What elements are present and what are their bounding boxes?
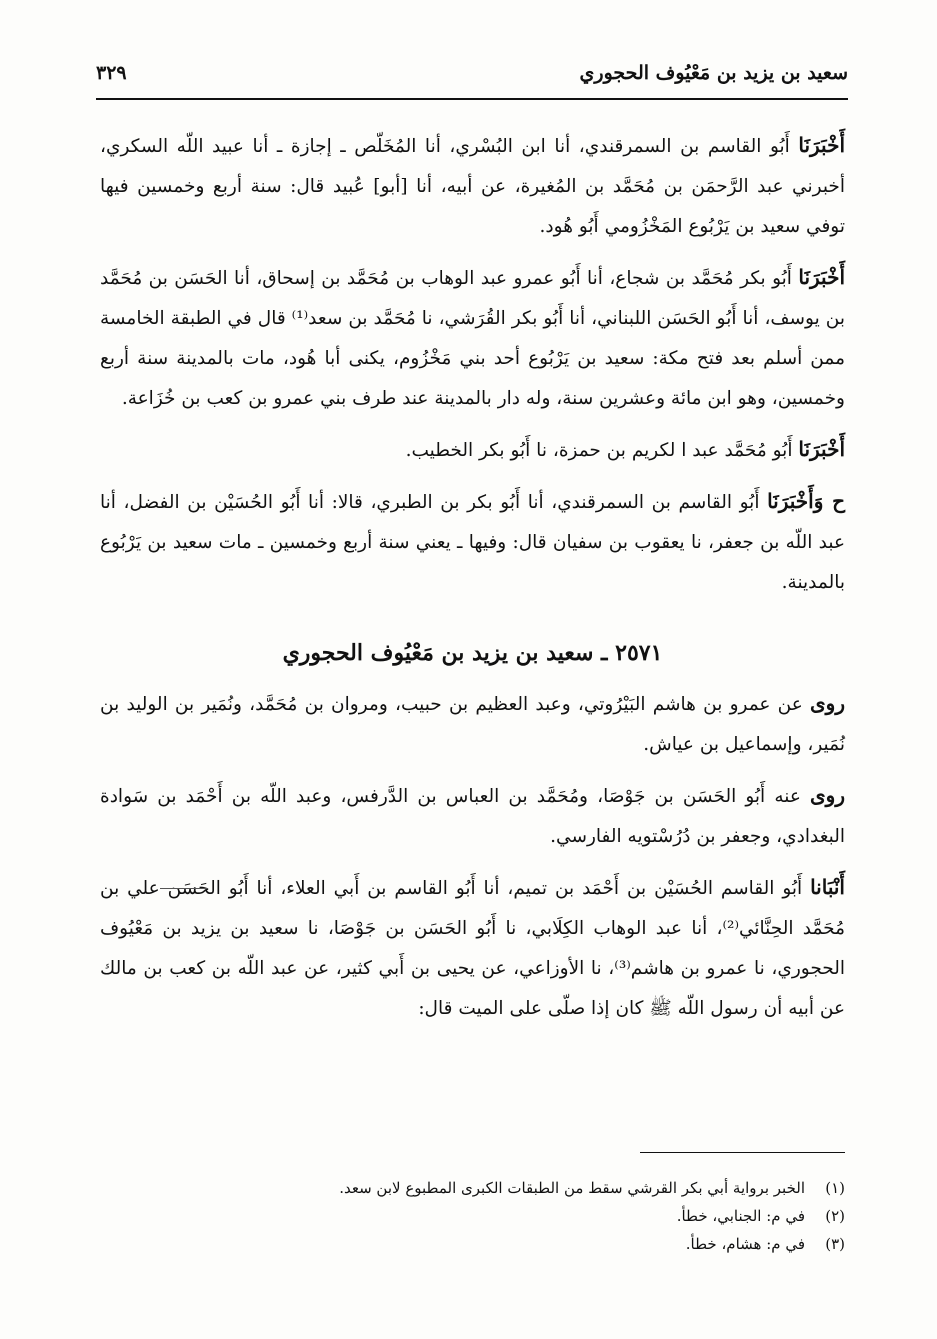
paragraph-lead: أَخْبَرَنَا <box>798 437 845 461</box>
page-number: ٣٢٩ <box>96 62 127 84</box>
paragraph-lead: روى <box>810 691 845 715</box>
footnote-text: في م: الجنابي، خطأ. <box>676 1207 805 1225</box>
paragraph <box>100 683 845 765</box>
footnote-number: (١) <box>825 1179 845 1197</box>
footnote <box>100 1202 845 1230</box>
footnotes <box>100 1174 845 1258</box>
entry-heading: ٢٥٧١ ـ سعيد بن يزيد بن مَعْيُوف الحجوري <box>282 640 663 666</box>
footnote <box>100 1230 845 1258</box>
paragraph <box>100 481 845 603</box>
footnote-number: (٣) <box>825 1235 845 1253</box>
footnote-rule <box>640 1152 845 1153</box>
footnote <box>100 1174 845 1202</box>
running-title: سعيد بن يزيد بن مَعْيُوف الحجوري <box>579 62 848 84</box>
header-rule <box>96 98 848 100</box>
paragraph <box>100 257 845 419</box>
paragraph-text: أَبُو مُحَمَّد عبد ا لكريم بن حمزة، نا أَبُو بكر الخطيب. <box>405 440 799 461</box>
paragraph <box>100 429 845 471</box>
paragraph-text: أَبُو القاسم بن السمرقندي، أنا ابن البُسْري، أنا المُخَلّص ـ إجازة ـ أنا عبيد اللّه السكري، أخبرني عبد الرَّحمَن بن مُحَمَّد بن المُغيرة، عن أبيه، أنا [أبو] عُبيد قال: سنة أربع وخمسين فيها توفي سعيد بن يَرْبُوع المَخْزُومي أَبُو هُود. <box>100 136 845 237</box>
paragraph-text: عن عمرو بن هاشم البَيْرُوتي، وعبد العظيم بن حبيب، ومروان بن مُحَمَّد، ونُمَير بن الوليد بن نُمَير، وإسماعيل بن عياش. <box>100 694 845 755</box>
footnote-number: (٢) <box>825 1207 845 1225</box>
paragraph <box>100 125 845 247</box>
footnote-text: الخبر برواية أبي بكر القرشي سقط من الطبقات الكبرى المطبوع لابن سعد. <box>339 1179 805 1197</box>
paragraph <box>100 775 845 857</box>
paragraph <box>100 867 845 1029</box>
paragraph-lead: روى <box>810 783 845 807</box>
paragraph-lead: ح وَأَخْبَرَنَا <box>767 489 845 513</box>
paragraph-text: أَبُو بكر مُحَمَّد بن شجاع، أنا أَبُو عمرو عبد الوهاب بن مُحَمَّد بن إسحاق، أنا الحَسَن بن مُحَمَّد بن يوسف، أنا أَبُو الحَسَن اللبناني، أنا أَبُو بكر القُرَشي، نا مُحَمَّد بن سعد⁽¹⁾ قال في الطبقة الخامسة ممن أسلم بعد فتح مكة: سعيد بن يَرْبُوع أحد بني مَخْزُوم، يكنى أبا هُود، مات بالمدينة سنة أربع وخمسين، وهو ابن مائة وعشرين سنة، وله دار بالمدينة عند طرف بني عمرو بن كعب بن خُزَاعة. <box>100 268 845 409</box>
paragraph-lead: أَخْبَرَنَا <box>798 133 845 157</box>
running-header <box>96 58 848 98</box>
paragraph-lead: أَخْبَرَنَا <box>798 265 845 289</box>
paragraph-text: أَبُو القاسم بن السمرقندي، أنا أَبُو بكر بن الطبري، قالا: أنا أَبُو الحُسَيْن بن الفضل، أنا عبد اللّه بن جعفر، نا يعقوب بن سفيان قال: وفيها ـ يعني سنة أربع وخمسين ـ مات سعيد بن يَرْبُوع بالمدينة. <box>100 492 845 593</box>
footnote-text: في م: هشام، خطأ. <box>685 1235 805 1253</box>
paragraph-text: أَبُو القاسم الحُسَيْن بن أَحْمَد بن تميم، أنا أَبُو القاسم بن أَبي العلاء، أنا أَبُو الحَسَن علي بن مُحَمَّد الحِنَّائي⁽²⁾، أنا عبد الوهاب الكِلَابي، نا أَبُو الحَسَن بن جَوْصَا، نا سعيد بن يزيد بن مَعْيُوف الحجوري، نا عمرو بن هاشم⁽³⁾، نا الأوزاعي، عن يحيى بن أَبي كثير، عن عبد اللّه بن كعب بن مالك عن أبيه أن رسول اللّه ﷺ كان إذا صلّى على الميت قال: <box>100 878 845 1019</box>
paragraph-text: عنه أَبُو الحَسَن بن جَوْصَا، ومُحَمَّد بن العباس بن الدَّرفس، وعبد اللّه بن أَحْمَد بن سَوادة البغدادي، وجعفر بن دُرُسْتويه الفارسي. <box>100 786 845 847</box>
paragraph-lead: أَنْبَانا <box>810 875 845 899</box>
margin-mark <box>160 888 208 889</box>
page-body <box>100 125 845 1039</box>
